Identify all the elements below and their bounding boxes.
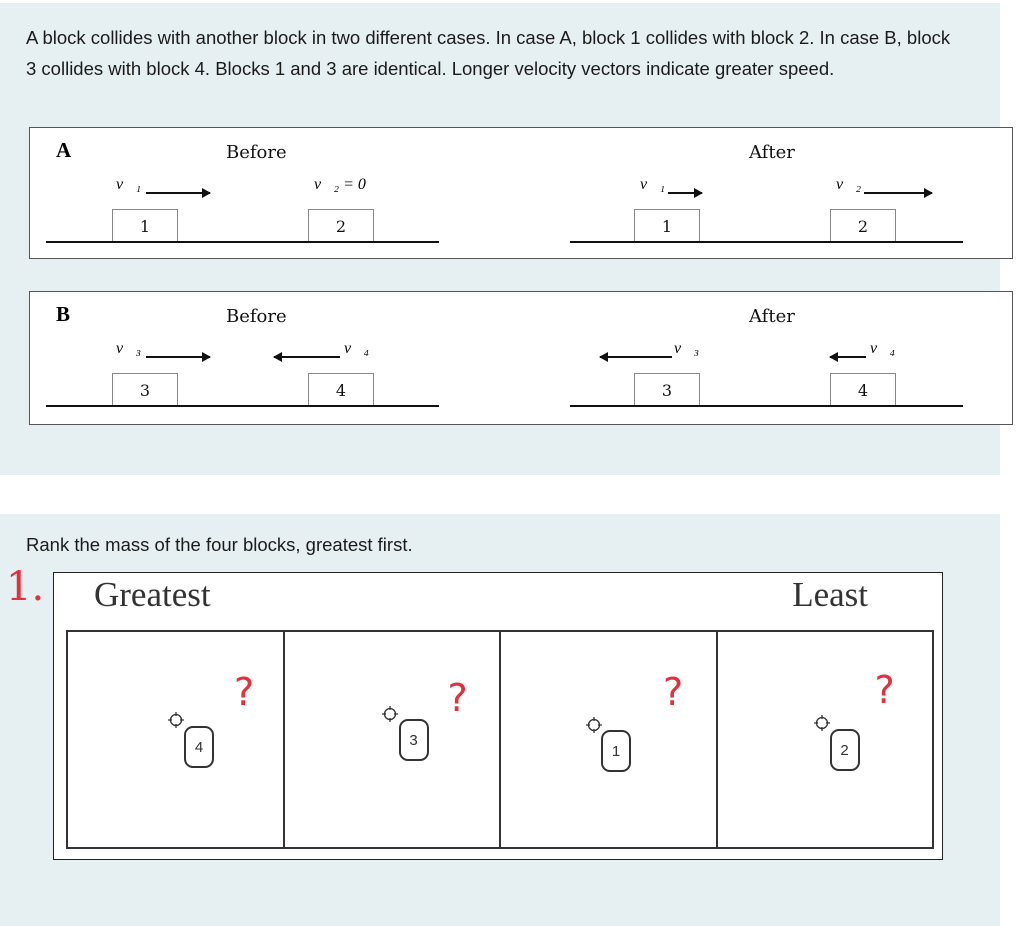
ground-line <box>46 241 439 243</box>
question-mark: ? <box>447 676 468 720</box>
question-prompt: A block collides with another block in two different cases. In case A, block 1 collides with block 2. In case B, block 3 collides with block 4. Blocks 1 and 3 are identical. Longer velocity vectors indicate greater speed. <box>26 27 951 79</box>
block-chip-2[interactable]: 2 <box>830 729 860 771</box>
block-4-before: 4 <box>308 373 374 406</box>
case-b-letter: B <box>56 302 71 326</box>
v2-after-label: v⃗₂ <box>836 176 862 193</box>
block-2-before: 2 <box>308 209 374 242</box>
question-mark: ? <box>663 670 684 714</box>
block-2-after: 2 <box>830 209 896 242</box>
v3-after-arrow <box>600 352 672 362</box>
drag-target-icon[interactable] <box>168 712 184 728</box>
v4-after-arrow <box>830 352 866 362</box>
v1-before-label: v⃗₁ <box>116 176 142 193</box>
ranking-area <box>53 572 943 860</box>
case-a-before-label: Before <box>226 142 287 163</box>
ground-line <box>570 405 963 407</box>
v1-before-arrow <box>146 188 210 198</box>
rank-slot-2[interactable] <box>285 632 502 847</box>
v1-after-arrow <box>668 188 702 198</box>
question-mark: ? <box>234 670 255 714</box>
case-b-diagram <box>29 291 1013 425</box>
v2-after-arrow <box>864 188 932 198</box>
ranking-prompt: Rank the mass of the four blocks, greatest first. <box>26 534 413 555</box>
ground-line <box>46 405 439 407</box>
case-a-diagram <box>29 127 1013 259</box>
case-a-after-label: After <box>749 142 795 163</box>
rank-slot-1[interactable] <box>68 632 285 847</box>
block-3-after: 3 <box>634 373 700 406</box>
v4-after-label: v⃗₄ <box>870 340 896 357</box>
least-label: Least <box>792 575 868 614</box>
v3-before-label: v⃗₃ <box>116 340 142 357</box>
block-4-after: 4 <box>830 373 896 406</box>
case-b-before-label: Before <box>226 306 287 327</box>
block-chip-3[interactable]: 3 <box>399 719 429 761</box>
v3-before-arrow <box>146 352 210 362</box>
drag-target-icon[interactable] <box>586 717 602 733</box>
ground-line <box>570 241 963 243</box>
block-chip-1[interactable]: 1 <box>601 730 631 772</box>
block-1-after: 1 <box>634 209 700 242</box>
block-chip-4[interactable]: 4 <box>184 726 214 768</box>
v4-before-arrow <box>274 352 340 362</box>
block-3-before: 3 <box>112 373 178 406</box>
v2-before-label: v⃗₂ = 0 <box>314 176 366 193</box>
v1-after-label: v⃗₁ <box>640 176 666 193</box>
case-b-after-label: After <box>749 306 795 327</box>
greatest-label: Greatest <box>94 575 211 614</box>
drag-target-icon[interactable] <box>382 706 398 722</box>
question-mark: ? <box>874 668 895 712</box>
drag-target-icon[interactable] <box>814 715 830 731</box>
block-1-before: 1 <box>112 209 178 242</box>
case-a-letter: A <box>56 138 72 162</box>
v3-after-label: v⃗₃ <box>674 340 700 357</box>
rank-slot-3[interactable] <box>501 632 718 847</box>
v4-before-label: v⃗₄ <box>344 340 370 357</box>
handwritten-number-mark: 1. <box>6 564 45 610</box>
ranking-slots <box>66 630 934 849</box>
rank-slot-4[interactable] <box>718 632 933 847</box>
